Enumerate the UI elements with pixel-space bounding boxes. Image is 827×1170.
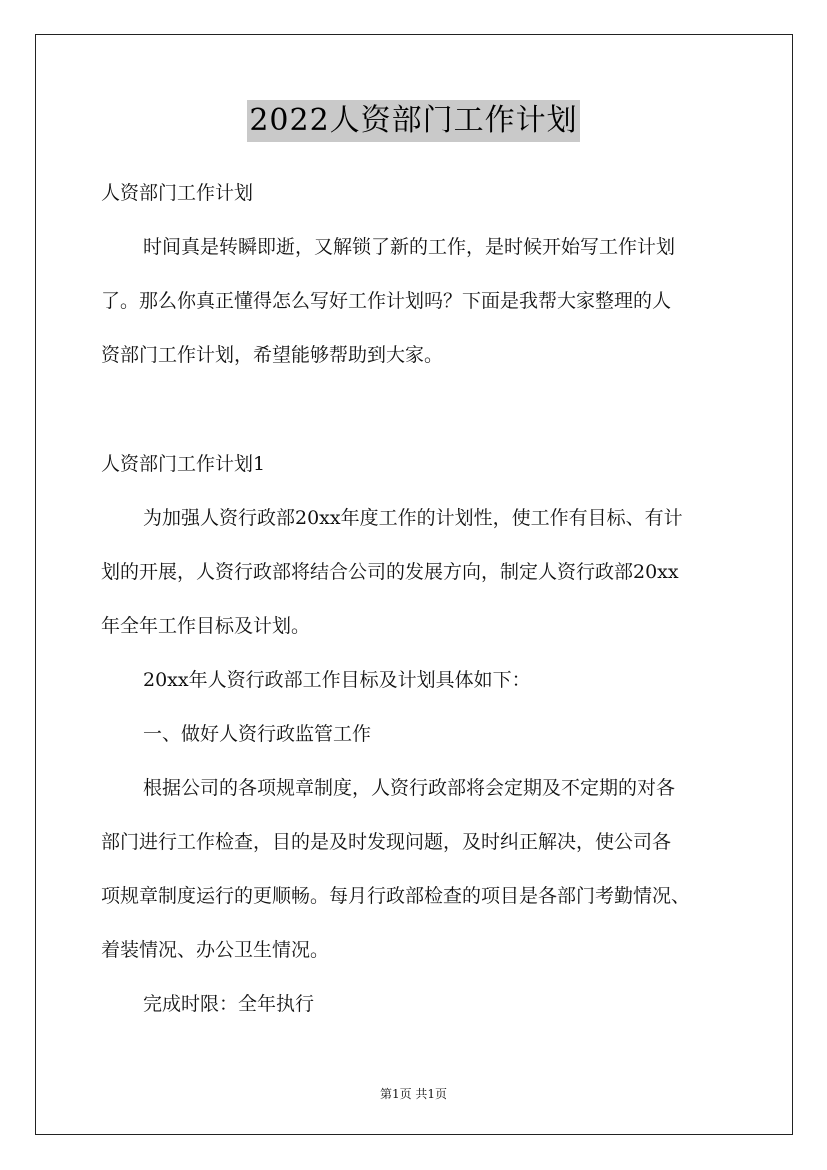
paragraph-line: 划的开展，人资行政部将结合公司的发展方向，制定人资行政部20xx xyxy=(101,561,679,583)
section-heading: 人资部门工作计划1 xyxy=(101,453,266,475)
paragraph-line: 20xx年人资行政部工作目标及计划具体如下： xyxy=(143,669,531,691)
paragraph-line: 资部门工作计划，希望能够帮助到大家。 xyxy=(101,344,444,366)
paragraph-line: 部门进行工作检查，目的是及时发现问题，及时纠正解决，使公司各 xyxy=(101,831,672,853)
paragraph-line: 项规章制度运行的更顺畅。每月行政部检查的项目是各部门考勤情况、 xyxy=(101,885,691,907)
paragraph-line: 完成时限：全年执行 xyxy=(143,993,315,1015)
subsection-heading: 一、做好人资行政监管工作 xyxy=(143,723,372,745)
document-title: 2022人资部门工作计划 xyxy=(247,100,579,142)
paragraph-line: 时间真是转瞬即逝，又解锁了新的工作，是时候开始写工作计划 xyxy=(143,236,676,258)
section-heading: 人资部门工作计划 xyxy=(101,182,254,204)
paragraph-line: 根据公司的各项规章制度，人资行政部将会定期及不定期的对各 xyxy=(143,777,676,799)
title-container xyxy=(0,100,827,142)
paragraph-line: 着装情况、办公卫生情况。 xyxy=(101,939,330,961)
paragraph-line: 了。那么你真正懂得怎么写好工作计划吗？下面是我帮大家整理的人 xyxy=(101,290,672,312)
paragraph-line: 年全年工作目标及计划。 xyxy=(101,615,311,637)
page-footer: 第1页 共1页 xyxy=(379,1087,448,1101)
paragraph-line: 为加强人资行政部20xx年度工作的计划性，使工作有目标、有计 xyxy=(143,507,683,529)
